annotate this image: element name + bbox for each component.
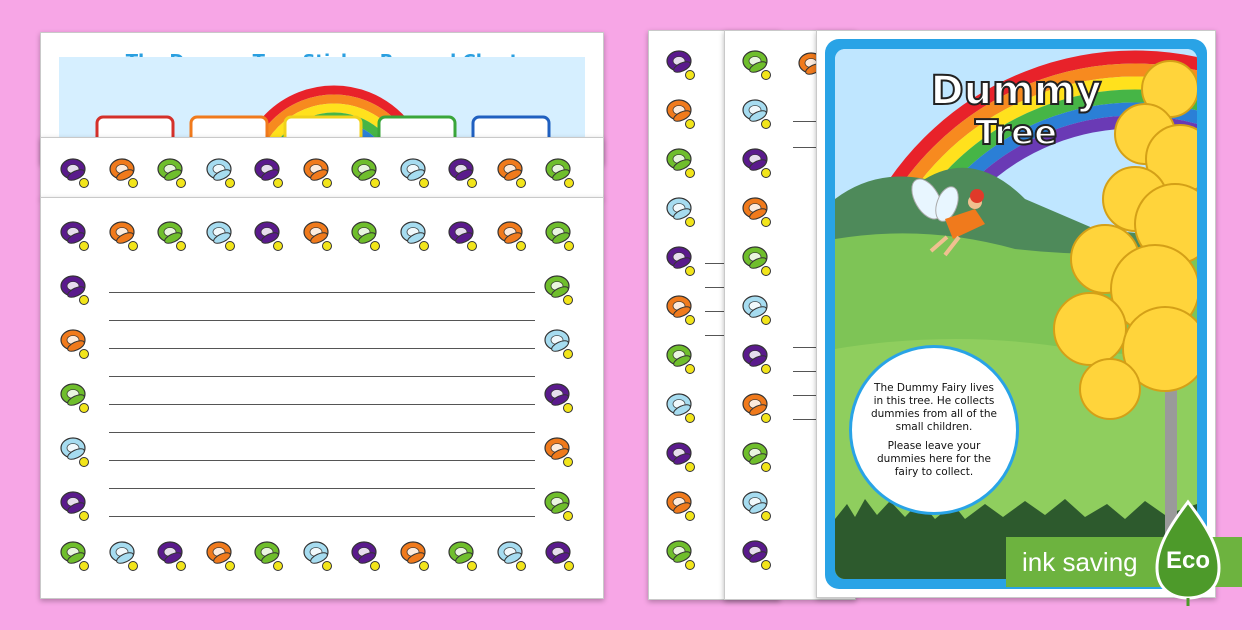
pacifier-icon — [739, 96, 775, 132]
pacifier-icon — [106, 218, 142, 254]
pacifier-icon — [663, 194, 699, 230]
pacifier-icon — [57, 434, 93, 470]
pacifier-icon — [203, 155, 239, 191]
writing-line — [109, 404, 535, 405]
writing-line — [109, 432, 535, 433]
pacifier-icon — [663, 439, 699, 475]
writing-line — [109, 292, 535, 293]
border-sheet-middle — [40, 137, 604, 199]
writing-line — [109, 460, 535, 461]
pacifier-icon — [203, 538, 239, 574]
ink-saving-label: ink saving — [1022, 547, 1138, 577]
pacifier-icon — [739, 439, 775, 475]
pacifier-icon — [445, 155, 481, 191]
pacifier-icon — [542, 155, 578, 191]
pacifier-icon — [542, 218, 578, 254]
pacifier-icon — [663, 488, 699, 524]
pacifier-icon — [494, 155, 530, 191]
poster-info-circle — [849, 345, 1019, 515]
poster-title — [835, 69, 1197, 153]
writing-line — [109, 488, 535, 489]
pacifier-icon — [106, 155, 142, 191]
pacifier-icon — [57, 155, 93, 191]
pacifier-icon — [57, 218, 93, 254]
poster-art — [835, 49, 1197, 579]
pacifier-icon — [542, 538, 578, 574]
pacifier-icon — [154, 538, 190, 574]
pacifier-icon — [445, 538, 481, 574]
pacifier-icon — [348, 218, 384, 254]
pacifier-icon — [154, 155, 190, 191]
pacifier-icon — [541, 326, 577, 362]
pacifier-icon — [541, 488, 577, 524]
poster-circle-text-2: Please leave your dummies here for the fairy to collect. — [877, 439, 991, 478]
pacifier-icon — [251, 218, 287, 254]
pacifier-icon — [57, 488, 93, 524]
pacifier-icon — [739, 488, 775, 524]
pacifier-icon — [739, 341, 775, 377]
pacifier-icon — [397, 218, 433, 254]
pacifier-icon — [445, 218, 481, 254]
pacifier-icon — [154, 218, 190, 254]
writing-line — [109, 348, 535, 349]
pacifier-icon — [106, 538, 142, 574]
pacifier-icon — [739, 194, 775, 230]
pacifier-icon — [300, 155, 336, 191]
pacifier-icon — [300, 218, 336, 254]
poster-frame — [825, 39, 1207, 589]
pacifier-icon — [57, 538, 93, 574]
poster-title-line1: Dummy — [930, 68, 1102, 114]
pacifier-icon — [663, 537, 699, 573]
writing-line — [109, 376, 535, 377]
pacifier-icon — [494, 218, 530, 254]
pacifier-icon — [348, 155, 384, 191]
pacifier-icon — [541, 434, 577, 470]
pacifier-icon — [541, 272, 577, 308]
pacifier-icon — [494, 538, 530, 574]
pacifier-icon — [663, 96, 699, 132]
pacifier-icon — [203, 218, 239, 254]
pacifier-icon — [663, 243, 699, 279]
pacifier-icon — [739, 47, 775, 83]
pacifier-icon — [300, 538, 336, 574]
pacifier-icon — [57, 380, 93, 416]
eco-label: Eco — [1166, 547, 1211, 574]
pacifier-icon — [739, 390, 775, 426]
pacifier-icon — [739, 145, 775, 181]
poster-title-line2: Tree — [974, 113, 1058, 153]
pacifier-icon — [57, 272, 93, 308]
pacifier-icon — [739, 537, 775, 573]
pacifier-icon — [251, 155, 287, 191]
pacifier-icon — [739, 243, 775, 279]
pacifier-icon — [663, 145, 699, 181]
pacifier-icon — [739, 292, 775, 328]
pacifier-icon — [397, 155, 433, 191]
pacifier-icon — [57, 326, 93, 362]
pacifier-row-mid — [41, 138, 603, 198]
poster-circle-text-1: The Dummy Fairy lives in this tree. He collects dummies from all of the small children. — [870, 381, 998, 433]
pacifier-icon — [541, 380, 577, 416]
pacifier-icon — [663, 341, 699, 377]
pacifier-icon — [663, 390, 699, 426]
pacifier-icon — [251, 538, 287, 574]
lined-writing-sheet — [40, 197, 604, 599]
pacifier-icon — [348, 538, 384, 574]
writing-line — [109, 516, 535, 517]
pacifier-icon — [663, 47, 699, 83]
pacifier-icon — [663, 292, 699, 328]
writing-line — [109, 320, 535, 321]
pacifier-border-front — [41, 198, 603, 598]
pacifier-icon — [397, 538, 433, 574]
